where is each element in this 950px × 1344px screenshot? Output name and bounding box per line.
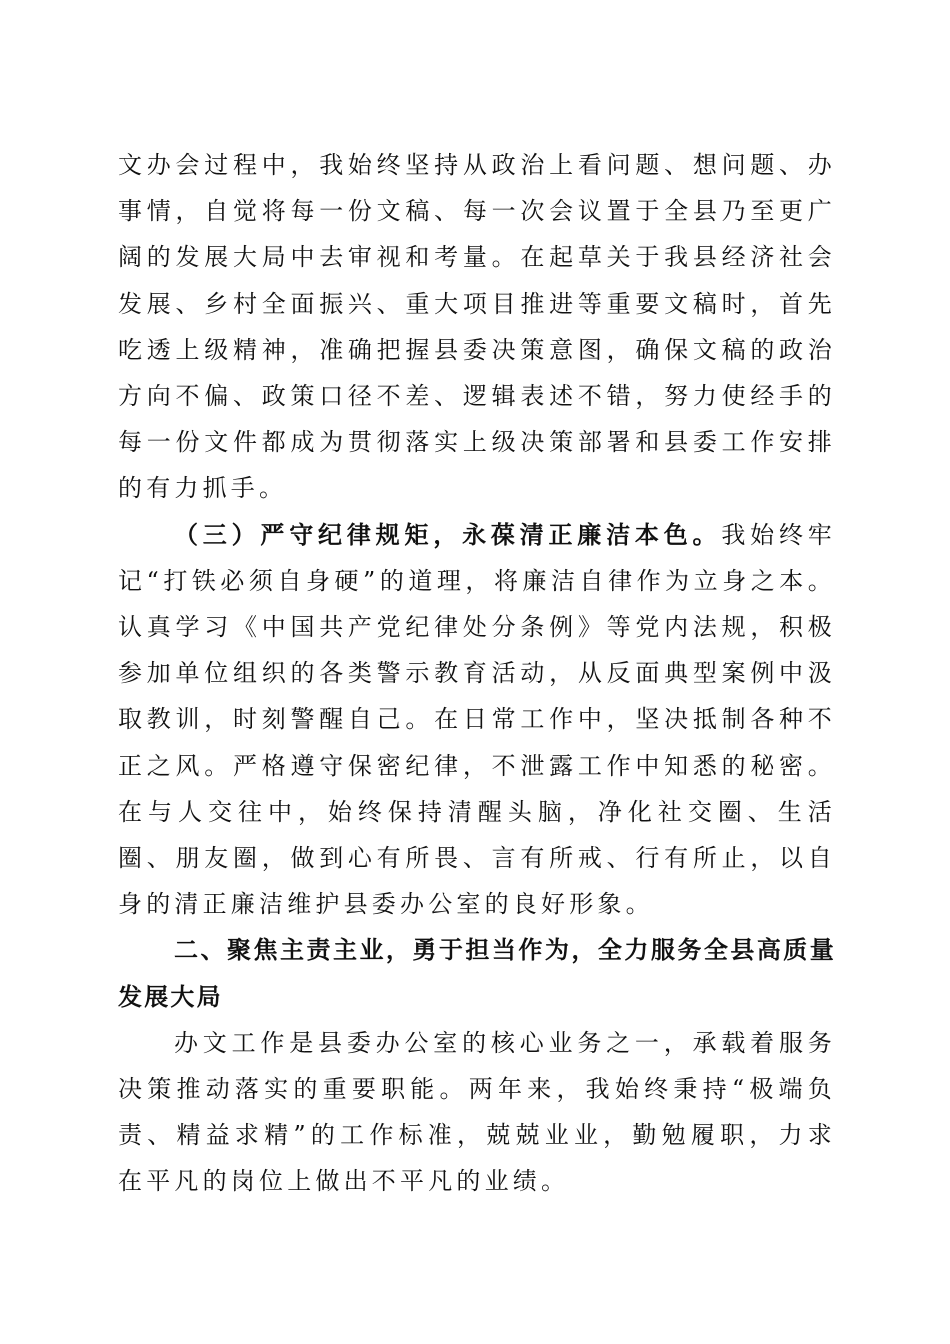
paragraph-lead-heading: （三）严守纪律规矩，永葆清正廉洁本色。 [174, 520, 722, 549]
paragraph-section-intro: 办文工作是县委办公室的核心业务之一，承载着服务决策推动落实的重要职能。两年来，我始终秉持“极端负责、精益求精”的工作标准，兢兢业业，勤勉履职，力求在平凡的岗位上做出不平凡的业绩。 [118, 1028, 836, 1196]
paragraph-continuation: 文办会过程中，我始终坚持从政治上看问题、想问题、办事情，自觉将每一份文稿、每一次会议置于全县乃至更广阔的发展大局中去审视和考量。在起草关于我县经济社会发展、乡村全面振兴、重大项目推进等重要文稿时，首先吃透上级精神，准确把握县委决策意图，确保文稿的政治方向不偏、政策口径不差、逻辑表述不错，努力使经手的每一份文件都成为贯彻落实上级决策部署和县委工作安排的有力抓手。 [118, 151, 836, 503]
paragraph-body: 我始终牢记“打铁必须自身硬”的道理，将廉洁自律作为立身之本。认真学习《中国共产党纪律处分条例》等党内法规，积极参加单位组织的各类警示教育活动，从反面典型案例中汲取教训，时刻警醒自己。在日常工作中，坚决抵制各种不正之风。严格遵守保密纪律，不泄露工作中知悉的秘密。在与人交往中，始终保持清醒头脑，净化社交圈、生活圈、朋友圈，做到心有所畏、言有所戒、行有所止，以自身的清正廉洁维护县委办公室的良好形象。 [118, 520, 836, 919]
document-page [118, 142, 836, 1205]
section-heading: 二、聚焦主责主业，勇于担当作为，全力服务全县高质量发展大局 [118, 936, 836, 1011]
paragraph-discipline [118, 512, 836, 928]
